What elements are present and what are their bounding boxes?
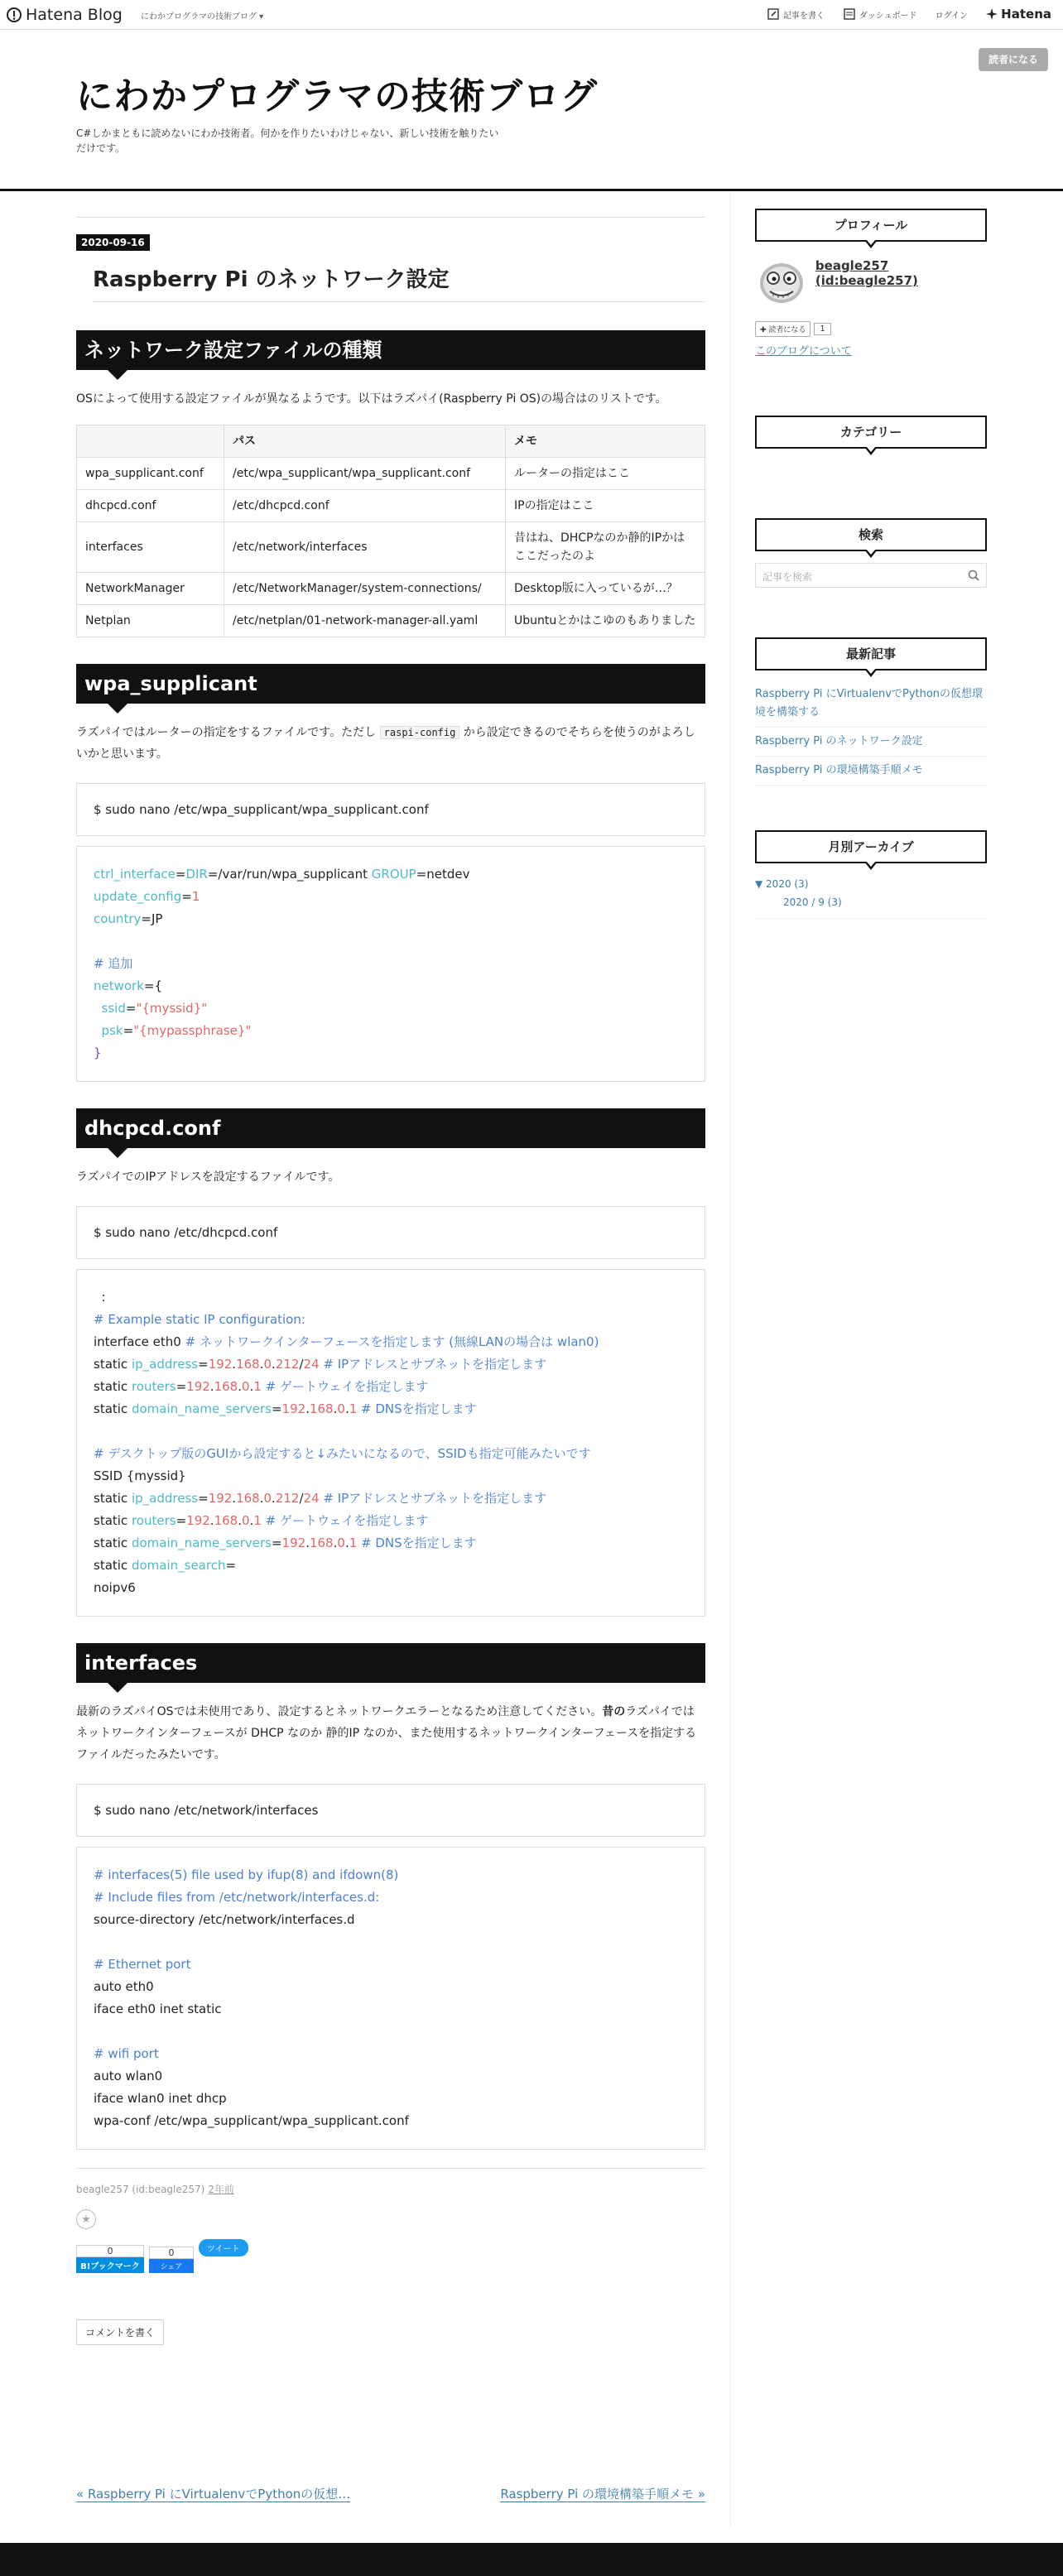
table-cell: Ubuntuとかはこゆのもありました — [506, 605, 705, 637]
facebook-share[interactable] — [149, 2247, 194, 2273]
hatena-blog-logo[interactable] — [7, 6, 123, 24]
write-entry-link[interactable] — [767, 7, 825, 21]
hatena-sparkle-icon — [986, 8, 998, 20]
section-paragraph: OSによって使用する設定ファイルが異なるようです。以下はラズパイ(Raspberry Pi OS)の場合はのリストです。 — [76, 392, 667, 406]
blog-title[interactable]: にわかプログラマの技術ブログ — [76, 75, 598, 118]
hatena-label: Hatena — [1001, 7, 1051, 22]
hatena-logo-icon — [7, 7, 22, 22]
section-paragraph — [76, 722, 705, 765]
hatena-link[interactable] — [986, 7, 1051, 22]
column-divider — [730, 192, 731, 2526]
section-heading-file-types: ネットワーク設定ファイルの種類 — [76, 330, 705, 370]
archive-month-link[interactable]: 2020 / 9 (3) — [783, 896, 842, 908]
paragraph-text: から設定できるのでそちらを使うのがよろしいかと思います。 — [76, 726, 695, 761]
tweet-button[interactable]: ツイート — [199, 2239, 248, 2256]
blog-description: C#しかまともに読めないにわか技術者。何かを作りたいわけじゃない、新しい技術を触りたいだけです。 — [76, 127, 499, 154]
entry-author[interactable]: beagle257 (id:beagle257) — [76, 2184, 205, 2195]
command-block[interactable]: $ sudo nano /etc/wpa_supplicant/wpa_supplicant.conf — [76, 783, 705, 836]
table-cell: /etc/NetworkManager/system-connections/ — [224, 573, 506, 605]
pencil-icon — [767, 7, 780, 21]
write-entry-label: 記事を書く — [782, 11, 825, 21]
main-column — [76, 217, 705, 2345]
table-cell: ルーターの指定はここ — [506, 458, 705, 490]
table-cell: Netplan — [77, 605, 224, 637]
global-header — [0, 0, 1063, 30]
table-cell: /etc/wpa_supplicant/wpa_supplicant.conf — [224, 458, 506, 490]
table-cell: Desktop版に入っているが…？ — [506, 573, 705, 605]
dashboard-icon — [843, 7, 856, 21]
table-row — [77, 573, 705, 605]
star-icon: ★ — [81, 2213, 91, 2226]
paragraph-bold: 昔の — [602, 1705, 626, 1718]
section-paragraph: ラズパイでのIPアドレスを設定するファイルです。 — [76, 1170, 340, 1184]
account-label: ログイン — [935, 11, 969, 21]
footer-bar — [0, 2543, 1063, 2576]
table-cell: NetworkManager — [77, 573, 224, 605]
table-cell: dhcpcd.conf — [77, 490, 224, 522]
facebook-label: シェア — [149, 2259, 194, 2273]
follow-label: 読者になる — [768, 326, 806, 334]
share-buttons — [76, 2239, 705, 2273]
recent-entries — [755, 680, 987, 786]
archive-module-title: 月別アーカイブ — [755, 830, 987, 863]
spacer — [755, 449, 987, 518]
dashboard-label: ダッシュボード — [859, 11, 917, 21]
paragraph-text: ラズパイではネットワークインターフェースが DHCP なのか 静的IP なのか、また使用するネットワークインターフェースを指定するファイルだったみたいです。 — [76, 1705, 697, 1761]
table-row — [77, 490, 705, 522]
section-heading-wpa-supplicant: wpa_supplicant — [76, 664, 705, 704]
avatar[interactable] — [755, 255, 806, 308]
follow-button[interactable]: ✚ 読者になる — [755, 321, 810, 337]
prev-entry-label: « Raspberry Pi にVirtualenvでPythonの仮想… — [76, 2487, 351, 2502]
search-module-title: 検索 — [755, 518, 987, 551]
config-files-table — [76, 425, 705, 637]
avatar-image-icon — [755, 255, 806, 308]
account-link[interactable] — [936, 8, 969, 21]
entry-footer — [76, 2168, 705, 2196]
hatena-bookmark-share[interactable] — [76, 2245, 144, 2273]
code-block-wpa[interactable]: ctrl_interface=DIR=/var/run/wpa_supplicant GROUP=netdev update_config=1 country=JP # 追加 network={ ssid="{myssid}" psk="{mypassphrase}" } — [76, 846, 705, 1082]
table-header: パス — [224, 425, 506, 458]
table-cell: 昔はね、DHCPなのか静的IPかはここだったのよ — [506, 522, 705, 573]
recent-entry-link[interactable]: Raspberry Pi のネットワーク設定 — [755, 728, 987, 757]
header-divider — [0, 189, 1063, 191]
blog-menu-dropdown[interactable]: にわかプログラマの技術ブログ ▾ — [141, 12, 264, 22]
table-cell: interfaces — [77, 522, 224, 573]
paragraph-text: 最新のラズパイOSでは未使用であり、設定するとネットワークエラーとなるため注意してください。 — [76, 1705, 603, 1718]
spacer — [755, 588, 987, 637]
category-module-title: カテゴリー — [755, 416, 987, 449]
table-row — [77, 458, 705, 490]
entry-title[interactable]: Raspberry Pi のネットワーク設定 — [93, 262, 705, 302]
table-header — [77, 425, 224, 458]
search-placeholder: 記事を検索 — [762, 571, 813, 583]
table-header-row — [77, 425, 705, 458]
write-comment-button[interactable]: コメントを書く — [76, 2319, 164, 2345]
next-entry-label: Raspberry Pi の環境構築手順メモ » — [500, 2487, 705, 2502]
table-row — [77, 522, 705, 573]
entry-date-line — [76, 217, 705, 251]
profile-module-title: プロフィール — [755, 209, 987, 242]
table-cell: /etc/netplan/01-network-manager-all.yaml — [224, 605, 506, 637]
code-block-interfaces[interactable]: # interfaces(5) file used by ifup(8) and ifdown(8) # Include files from /etc/network/interfaces.d: source-directory /etc/network/interfaces.d # Ethernet port auto eth0 iface eth0 inet static # wifi port auto wlan0 iface wlan0 inet dhcp wpa-conf /etc/wpa_supplicant/wpa_supplicant.conf — [76, 1847, 705, 2150]
command-block[interactable]: $ sudo nano /etc/dhcpcd.conf — [76, 1206, 705, 1259]
entry-ago[interactable]: 2年前 — [208, 2184, 234, 2195]
table-cell: IPの指定はここ — [506, 490, 705, 522]
add-star-button[interactable] — [76, 2209, 96, 2229]
entry-date[interactable]: 2020-09-16 — [76, 234, 150, 251]
recent-entry-link[interactable]: Raspberry Pi にVirtualenvでPythonの仮想環境を構築する — [755, 680, 987, 728]
table-header: メモ — [506, 425, 705, 458]
recent-entry-link[interactable]: Raspberry Pi の環境構築手順メモ — [755, 757, 987, 786]
follower-count: 1 — [814, 323, 830, 335]
subscribe-button[interactable]: 読者になる — [979, 48, 1048, 71]
table-cell: /etc/network/interfaces — [224, 522, 506, 573]
inline-code: raspi-config — [380, 726, 460, 739]
next-entry-link[interactable] — [500, 2485, 705, 2502]
prev-entry-link[interactable] — [76, 2485, 350, 2502]
facebook-count: 0 — [149, 2247, 194, 2259]
dashboard-link[interactable] — [843, 7, 917, 21]
recent-module-title: 最新記事 — [755, 637, 987, 670]
bookmark-count: 0 — [76, 2245, 144, 2257]
about-blog-link[interactable]: このブログについて — [755, 345, 852, 358]
spacer — [755, 358, 987, 416]
table-row — [77, 605, 705, 637]
logo-text: Hatena Blog — [26, 6, 123, 24]
spacer — [755, 786, 987, 830]
sidebar — [755, 209, 987, 919]
archive-list — [755, 875, 987, 919]
section-heading-interfaces: interfaces — [76, 1643, 705, 1683]
profile-name[interactable]: beagle257 (id:beagle257) — [815, 258, 918, 288]
profile-module — [755, 255, 987, 308]
table-cell: /etc/dhcpcd.conf — [224, 490, 506, 522]
bookmark-label: B!ブックマーク — [76, 2257, 144, 2273]
code-block-dhcpcd[interactable]: : # Example static IP configuration: interface eth0 # ネットワークインターフェースを指定します (無線LANの場合は wlan0) static ip_address=192.168.0.212/24 # IPアドレスとサブネットを指定します static routers=192.168.0.1 # ゲートウェイを指定します static domain_name_servers=192.168.0.1 # DNSを指定します # デスクトップ版のGUIから設定すると↓みたいになるので、SSIDも指定可能みたいです SSID {myssid} static ip_address=192.168.0.212/24 # IPアドレスとサブネットを指定します static routers=192.168.0.1 # ゲートウェイを指定します static domain_name_servers=192.168.0.1 # DNSを指定します static domain_search= noipv6 — [76, 1269, 705, 1617]
search-icon[interactable] — [968, 570, 979, 584]
section-paragraph — [76, 1701, 705, 1766]
search-input[interactable] — [755, 563, 987, 588]
archive-year-link[interactable]: ▼ 2020 (3) — [755, 878, 809, 890]
paragraph-text: ラズパイではルーターの指定をするファイルです。ただし — [76, 726, 377, 739]
follow-row — [755, 321, 987, 337]
section-heading-dhcpcd: dhcpcd.conf — [76, 1108, 705, 1148]
command-block[interactable]: $ sudo nano /etc/network/interfaces — [76, 1784, 705, 1837]
table-cell: wpa_supplicant.conf — [77, 458, 224, 490]
